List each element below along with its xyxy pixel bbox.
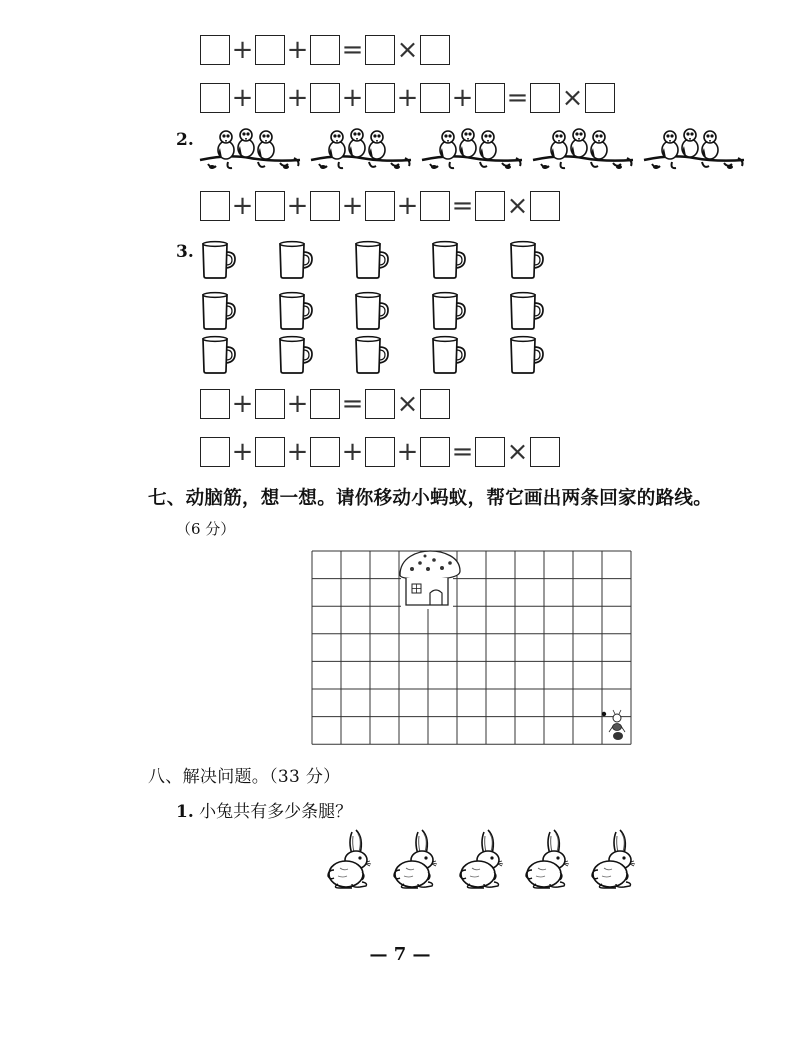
answer-box[interactable] [255, 437, 285, 467]
operator: = [451, 191, 474, 221]
bird-branch-icon [642, 126, 746, 172]
rabbit-icon [322, 828, 382, 892]
equation-row [200, 388, 450, 420]
cup-icon [508, 240, 546, 280]
answer-box[interactable] [310, 83, 340, 113]
cup-icon [508, 291, 546, 331]
answer-box[interactable] [475, 191, 505, 221]
operator: × [396, 389, 419, 419]
answer-box[interactable] [420, 389, 450, 419]
question-text: 小兔共有多少条腿？ [199, 802, 353, 822]
bird-branch-icon [309, 126, 413, 172]
operator: + [286, 389, 309, 419]
answer-box[interactable] [475, 83, 505, 113]
question-number: 3. [176, 242, 194, 262]
cup-icon [277, 240, 315, 280]
bird-branch-icon [531, 126, 635, 172]
operator: × [506, 191, 529, 221]
score-label: （6 分） [176, 520, 236, 538]
answer-box[interactable] [365, 389, 395, 419]
operator: + [341, 191, 364, 221]
operator: + [396, 83, 419, 113]
operator: + [451, 83, 474, 113]
answer-box[interactable] [530, 191, 560, 221]
cup-icon [200, 240, 238, 280]
answer-box[interactable] [420, 35, 450, 65]
operator: = [341, 35, 364, 65]
answer-box[interactable] [200, 389, 230, 419]
operator: + [396, 437, 419, 467]
cup-icon [200, 335, 238, 375]
operator: × [396, 35, 419, 65]
answer-box[interactable] [255, 389, 285, 419]
operator: + [286, 437, 309, 467]
cup-icon [277, 335, 315, 375]
answer-box[interactable] [310, 35, 340, 65]
answer-box[interactable] [255, 35, 285, 65]
operator: × [561, 83, 584, 113]
cup-icon [353, 335, 391, 375]
equation-row [200, 190, 560, 222]
question-number: 1. [176, 802, 194, 822]
section-heading: 八、解决问题。（33 分） [148, 767, 341, 787]
operator: = [451, 437, 474, 467]
cup-icon [200, 291, 238, 331]
cup-icon [508, 335, 546, 375]
answer-box[interactable] [255, 83, 285, 113]
operator: + [286, 83, 309, 113]
answer-box[interactable] [365, 437, 395, 467]
operator: + [231, 389, 254, 419]
answer-box[interactable] [420, 437, 450, 467]
bird-branch-icon [420, 126, 524, 172]
operator: + [231, 437, 254, 467]
answer-box[interactable] [475, 437, 505, 467]
operator: + [286, 35, 309, 65]
answer-box[interactable] [310, 191, 340, 221]
answer-box[interactable] [420, 83, 450, 113]
page-number: — 7 — [369, 944, 431, 965]
answer-box[interactable] [200, 83, 230, 113]
operator: × [506, 437, 529, 467]
answer-box[interactable] [200, 191, 230, 221]
operator: + [231, 191, 254, 221]
operator: + [231, 35, 254, 65]
rabbit-icon [388, 828, 448, 892]
answer-box[interactable] [530, 83, 560, 113]
route-grid[interactable] [310, 549, 634, 746]
cup-icon [430, 240, 468, 280]
operator: + [341, 83, 364, 113]
operator: + [286, 191, 309, 221]
equation-row [200, 82, 615, 114]
answer-box[interactable] [530, 437, 560, 467]
ant-icon [602, 710, 625, 740]
answer-box[interactable] [310, 389, 340, 419]
rabbit-icon [454, 828, 514, 892]
answer-box[interactable] [365, 35, 395, 65]
answer-box[interactable] [200, 35, 230, 65]
operator: + [341, 437, 364, 467]
operator: + [396, 191, 419, 221]
equation-row [200, 436, 560, 468]
answer-box[interactable] [200, 437, 230, 467]
answer-box[interactable] [310, 437, 340, 467]
answer-box[interactable] [365, 83, 395, 113]
cup-icon [353, 291, 391, 331]
operator: + [231, 83, 254, 113]
cup-icon [430, 291, 468, 331]
section-heading: 七、动脑筋，想一想。请你移动小蚂蚁，帮它画出两条回家的路线。 [148, 488, 713, 509]
bird-branch-icon [198, 126, 302, 172]
answer-box[interactable] [420, 191, 450, 221]
operator: = [506, 83, 529, 113]
rabbit-icon [586, 828, 646, 892]
answer-box[interactable] [585, 83, 615, 113]
operator: = [341, 389, 364, 419]
answer-box[interactable] [255, 191, 285, 221]
cup-icon [430, 335, 468, 375]
question-1 [176, 797, 352, 822]
equation-row [200, 34, 450, 66]
mushroom-house-icon [400, 551, 460, 609]
answer-box[interactable] [365, 191, 395, 221]
rabbit-icon [520, 828, 580, 892]
cup-icon [353, 240, 391, 280]
cup-icon [277, 291, 315, 331]
question-number: 2. [176, 130, 194, 150]
